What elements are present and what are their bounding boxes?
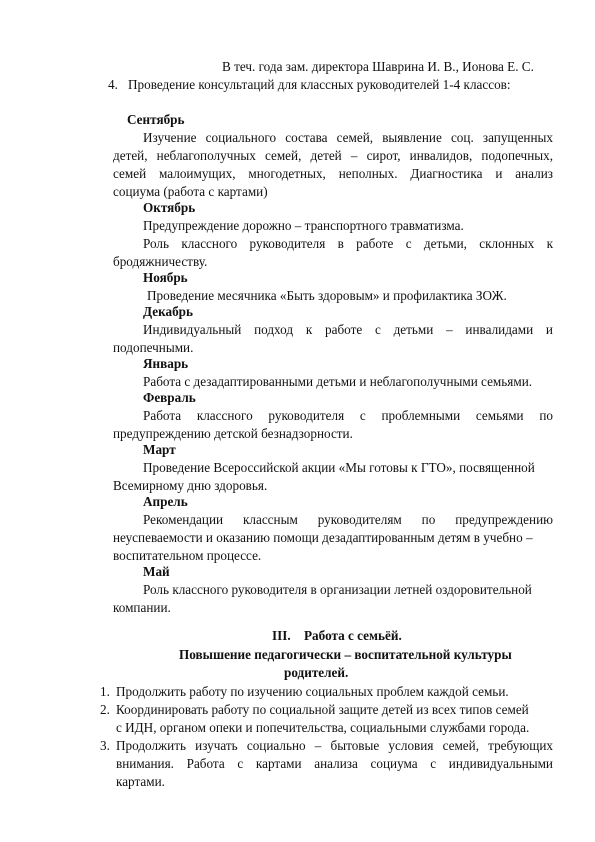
may-line-2: компании. [113,600,171,615]
october-line-3: бродяжничеству. [113,254,208,269]
month-march: Март [143,442,176,457]
list-item-1-number: 1. [100,684,110,699]
month-september: Сентябрь [127,112,185,127]
september-line-2: детей, неблагополучных семей, детей – сирот, инвалидов, подопечных, [113,148,553,163]
section-title: Работа с семьёй. [304,628,402,643]
section-subtitle-line-1: Повышение педагогически – воспитательной культуры [179,647,512,662]
december-line-1: Индивидуальный подход к работе с детьми – инвалидами и [143,322,553,337]
list-item-3-line-1: Продолжить изучать социально – бытовые условия семей, требующих [116,738,553,753]
march-line-1: Проведение Всероссийской акции «Мы готовы к ГТО», посвященной [143,460,535,475]
month-january: Январь [143,356,189,371]
list-item-2-line-1: Координировать работу по социальной защите детей из всех типов семей [116,702,529,717]
list-item-3-number: 3. [100,738,110,753]
month-may: Май [143,564,170,579]
february-line-2: предупреждению детской безнадзорности. [113,426,353,441]
september-line-3: семей малоимущих, многодетных, неполных. Диагностика и анализ [113,166,553,181]
section-subtitle-line-2: родителей. [284,665,349,680]
november-line-1: Проведение месячника «Быть здоровым» и профилактика ЗОЖ. [147,288,507,303]
april-line-1: Рекомендации классным руководителям по предупреждению [143,512,553,527]
list-item-2-number: 2. [100,702,110,717]
list-item-3-line-3: картами. [116,774,165,789]
september-line-1: Изучение социального состава семей, выявление соц. запущенных [143,130,553,145]
item-4-number: 4. [108,77,118,92]
list-item-3-line-2: внимания. Работа с картами анализа социума с индивидуальными [116,756,553,771]
december-line-2: подопечными. [113,340,194,355]
list-item-2-line-2: с ИДН, органом опеки и попечительства, социальными службами города. [116,720,530,735]
october-line-2: Роль классного руководителя в работе с детьми, склонных к [143,236,553,251]
month-february: Февраль [143,390,196,405]
march-line-2: Всемирному дню здоровья. [113,478,268,493]
month-december: Декабрь [143,304,193,319]
item-4-text: Проведение консультаций для классных руководителей 1-4 классов: [128,77,511,92]
october-line-1: Предупреждение дорожно – транспортного травматизма. [143,218,464,233]
january-line-1: Работа с дезадаптированными детьми и неблагополучными семьями. [143,374,533,389]
section-numeral: III. [272,628,291,643]
month-november: Ноябрь [143,270,188,285]
responsible-line: В теч. года зам. директора Шаврина И. В., Ионова Е. С. [222,59,534,74]
april-line-3: воспитательном процессе. [113,548,262,563]
february-line-1: Работа классного руководителя с проблемными семьями по [143,408,553,423]
month-october: Октябрь [143,200,196,215]
list-item-1-line-1: Продолжить работу по изучению социальных проблем каждой семьи. [116,684,509,699]
may-line-1: Роль классного руководителя в организации летней оздоровительной [143,582,532,597]
month-april: Апрель [143,494,188,509]
september-line-4: социума (работа с картами) [113,184,268,199]
april-line-2: неуспеваемости и оказанию помощи дезадаптированным детям в учебно – [113,530,533,545]
